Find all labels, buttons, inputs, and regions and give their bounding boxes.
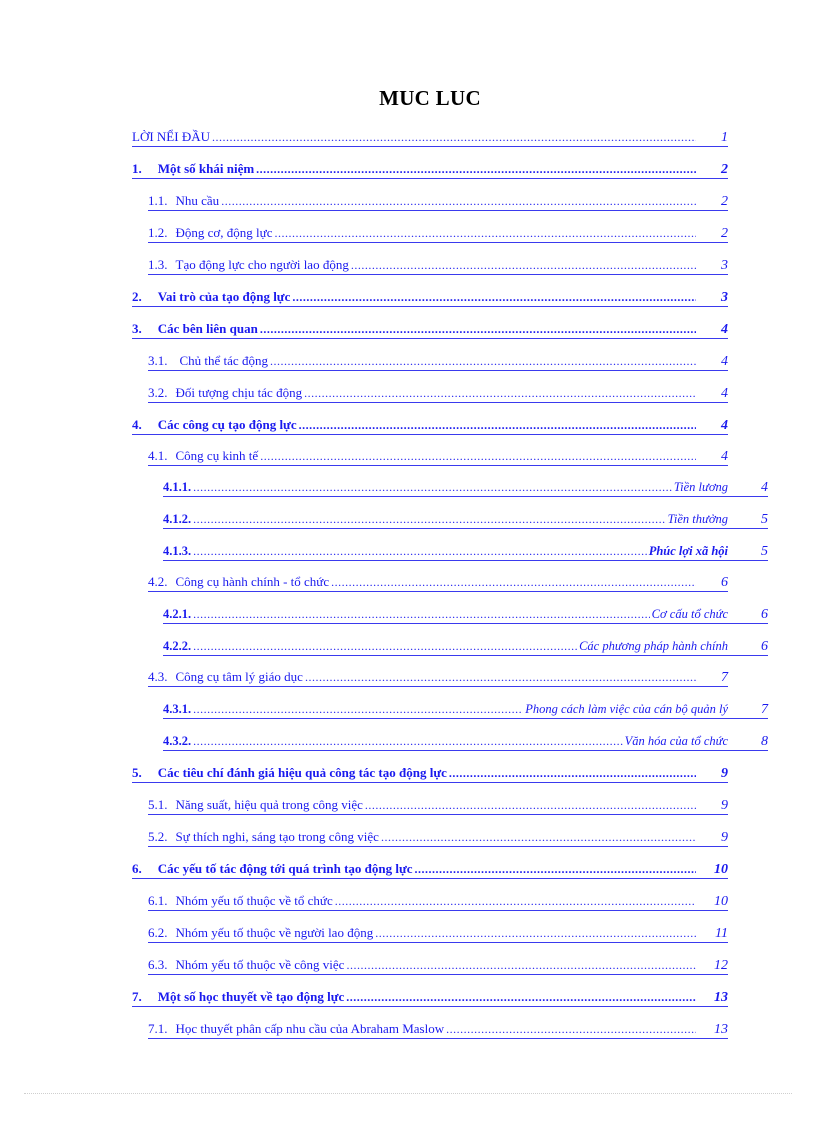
toc-entry-label: Nhu cầu	[175, 193, 220, 208]
toc-entry[interactable]	[148, 1020, 728, 1038]
toc-entry-number: 6.3.	[148, 957, 168, 972]
toc-leader-dots	[260, 447, 696, 465]
toc-entry-page-number: 13	[714, 990, 728, 1005]
toc-entry-number: 5.1.	[148, 797, 168, 812]
toc-entry-page-number: 4	[721, 386, 728, 401]
toc-leader-dots	[446, 1020, 696, 1038]
toc-leader-dots	[221, 192, 696, 210]
toc-entry-label: Văn hóa của tổ chức	[624, 734, 728, 748]
toc-entry-label: Các bên liên quan	[157, 321, 258, 336]
toc-leader-dots	[365, 796, 696, 814]
toc-entry[interactable]	[148, 828, 728, 846]
toc-entry-page-number: 4	[761, 480, 768, 495]
toc-entry-label: Vai trò của tạo động lực	[157, 289, 291, 304]
toc-leader-dots	[256, 160, 696, 178]
toc-entry-number: 4.3.	[148, 669, 168, 684]
toc-entry-page-number: 7	[721, 670, 728, 685]
toc-leader-dots	[260, 320, 696, 338]
toc-entry-label: Các yếu tố tác động tới quá trình tạo động lực	[157, 861, 413, 876]
toc-entry[interactable]	[148, 956, 728, 974]
toc-entry-label: Các tiêu chí đánh giá hiệu quả công tác tạo động lực	[157, 765, 447, 780]
toc-leader-dots	[351, 256, 696, 274]
toc-entry-number: 3.2.	[148, 385, 168, 400]
toc-leader-dots	[381, 828, 696, 846]
toc-entry-page-number: 4	[721, 418, 728, 433]
toc-leader-dots	[212, 128, 696, 146]
toc-leader-dots	[331, 573, 696, 591]
toc-leader-dots	[193, 478, 672, 496]
toc-entry[interactable]	[132, 860, 728, 878]
toc-entry-page-number: 3	[721, 290, 728, 305]
toc-entry[interactable]	[163, 732, 768, 750]
toc-entry-number: 1.3.	[148, 257, 168, 272]
toc-leader-dots	[449, 764, 696, 782]
toc-entry-number: 5.2.	[148, 829, 168, 844]
toc-entry-number: 1.2.	[148, 225, 168, 240]
toc-entry-number: 7.	[132, 989, 142, 1004]
toc-entry-number: 2.	[132, 289, 142, 304]
toc-entry-page-number: 9	[721, 830, 728, 845]
toc-leader-dots	[346, 956, 696, 974]
toc-entry-label: Đối tượng chịu tác động	[175, 385, 303, 400]
toc-entry[interactable]	[163, 700, 768, 718]
toc-entry[interactable]	[132, 416, 728, 434]
toc-entry-label: Nhóm yếu tố thuộc về tổ chức	[175, 893, 333, 908]
toc-entry-page-number: 3	[721, 258, 728, 273]
toc-entry-label: Công cụ kinh tế	[175, 448, 259, 463]
toc-entry[interactable]	[148, 224, 728, 242]
toc-entry-label: Công cụ hành chính - tổ chức	[175, 574, 330, 589]
toc-leader-dots	[335, 892, 696, 910]
toc-entry-number: 7.1.	[148, 1021, 168, 1036]
toc-entry-label: LỜI NỂI ĐẦU	[132, 129, 210, 144]
toc-entry-number: 3.	[132, 321, 142, 336]
toc-entry-page-number: 8	[761, 734, 768, 749]
toc-entry[interactable]	[132, 320, 728, 338]
toc-entry-page-number: 6	[721, 575, 728, 590]
toc-entry-number: 4.2.2.	[163, 639, 192, 653]
toc-entry-number: 4.1.	[148, 448, 168, 463]
toc-entry-label: Sự thích nghi, sáng tạo trong công việc	[175, 829, 379, 844]
toc-entry[interactable]	[163, 542, 768, 560]
toc-entry-number: 1.	[132, 161, 142, 176]
toc-entry[interactable]	[163, 510, 768, 528]
toc-entry[interactable]	[148, 256, 728, 274]
toc-entry[interactable]	[132, 764, 728, 782]
toc-entry-page-number: 6	[761, 639, 768, 654]
toc-leader-dots	[193, 510, 666, 528]
toc-entry-number: 4.	[132, 417, 142, 432]
toc-entry-number: 4.2.1.	[163, 607, 192, 621]
toc-entry-number: 4.3.1.	[163, 702, 192, 716]
toc-entry[interactable]	[148, 352, 728, 370]
toc-leader-dots	[375, 924, 696, 942]
toc-entry-label: Học thuyết phân cấp nhu cầu của Abraham Maslow	[175, 1021, 445, 1036]
toc-entry-label: Các phương pháp hành chính	[579, 639, 728, 653]
toc-entry-page-number: 12	[714, 958, 728, 973]
toc-entry[interactable]	[148, 192, 728, 210]
toc-entry-page-number: 10	[714, 862, 728, 877]
toc-entry-label: Năng suất, hiệu quả trong công việc	[175, 797, 363, 812]
toc-entry[interactable]	[148, 796, 728, 814]
toc-entry-number: 3.1.	[148, 353, 168, 368]
toc-entry-label: Công cụ tâm lý giáo dục	[175, 669, 303, 684]
toc-entry-page-number: 4	[721, 449, 728, 464]
toc-entry-label: Cơ cấu tổ chức	[651, 607, 728, 621]
toc-leader-dots	[270, 352, 696, 370]
toc-entry-page-number: 2	[721, 194, 728, 209]
toc-entry-page-number: 9	[721, 766, 728, 781]
toc-entry[interactable]	[148, 924, 728, 942]
toc-entry-page-number: 2	[721, 162, 728, 177]
toc-leader-dots	[274, 224, 696, 242]
toc-entry-page-number: 6	[761, 607, 768, 622]
toc-entry-label: Một số khái niệm	[157, 161, 255, 176]
toc-entry-label: Chủ thể tác động	[179, 353, 268, 368]
toc-entry[interactable]	[148, 892, 728, 910]
toc-entry-number: 6.	[132, 861, 142, 876]
toc-leader-dots	[193, 700, 523, 718]
toc-entry-page-number: 9	[721, 798, 728, 813]
toc-entry[interactable]	[163, 637, 768, 655]
toc-entry-page-number: 4	[721, 354, 728, 369]
toc-entry-page-number: 11	[715, 926, 728, 941]
toc-entry-label: Phúc lợi xã hội	[648, 544, 728, 558]
toc-entry[interactable]	[148, 573, 728, 591]
toc-entry-number: 4.3.2.	[163, 734, 192, 748]
toc-leader-dots	[304, 384, 696, 402]
toc-entry[interactable]	[132, 160, 728, 178]
toc-entry-label: Phong cách làm việc của cán bộ quản lý	[525, 702, 728, 716]
toc-entry-label: Tiền thưởng	[667, 512, 728, 526]
toc-entry[interactable]	[132, 288, 728, 306]
toc-entry-label: Nhóm yếu tố thuộc về người lao động	[175, 925, 374, 940]
toc-entry-label: Nhóm yếu tố thuộc về công việc	[175, 957, 345, 972]
toc-leader-dots	[193, 542, 647, 560]
toc-entry-page-number: 13	[714, 1022, 728, 1037]
toc-entry-number: 6.2.	[148, 925, 168, 940]
toc-leader-dots	[292, 288, 696, 306]
toc-leader-dots	[305, 668, 696, 686]
toc-entry-number: 1.1.	[148, 193, 168, 208]
toc-entry-number: 5.	[132, 765, 142, 780]
toc-entry-label: Tiền lương	[673, 480, 728, 494]
toc-leader-dots	[193, 732, 623, 750]
toc-entry-page-number: 7	[761, 702, 768, 717]
toc-entry-page-number: 2	[721, 226, 728, 241]
toc-entry[interactable]	[148, 447, 728, 465]
toc-entry-number: 4.1.1.	[163, 480, 192, 494]
toc-entry-label: Một số học thuyết về tạo động lực	[157, 989, 345, 1004]
toc-entry-page-number: 10	[714, 894, 728, 909]
toc-entry-page-number: 1	[721, 130, 728, 145]
toc-leader-dots	[299, 416, 696, 434]
toc-entry[interactable]	[148, 668, 728, 686]
toc-entry[interactable]	[163, 478, 768, 496]
toc-leader-dots	[415, 860, 696, 878]
toc-entry[interactable]	[148, 384, 728, 402]
toc-entry-label: Các công cụ tạo động lực	[157, 417, 297, 432]
toc-entry-page-number: 5	[761, 544, 768, 559]
toc-entry-number: 6.1.	[148, 893, 168, 908]
toc-entry-page-number: 4	[721, 322, 728, 337]
toc-title: MUC LUC	[379, 86, 481, 110]
toc-entry-page-number: 5	[761, 512, 768, 527]
toc-entry[interactable]	[132, 988, 728, 1006]
toc-entry[interactable]	[163, 605, 768, 623]
page-footer-divider	[24, 1093, 792, 1094]
toc-leader-dots	[193, 637, 577, 655]
toc-entry-number: 4.1.2.	[163, 512, 192, 526]
toc-entry[interactable]	[132, 128, 728, 146]
toc-leader-dots	[346, 988, 696, 1006]
toc-entry-label: Tạo động lực cho người lao động	[175, 257, 349, 272]
toc-leader-dots	[193, 605, 650, 623]
toc-entry-number: 4.2.	[148, 574, 168, 589]
toc-entry-number: 4.1.3.	[163, 544, 192, 558]
toc-entry-label: Động cơ, động lực	[175, 225, 273, 240]
